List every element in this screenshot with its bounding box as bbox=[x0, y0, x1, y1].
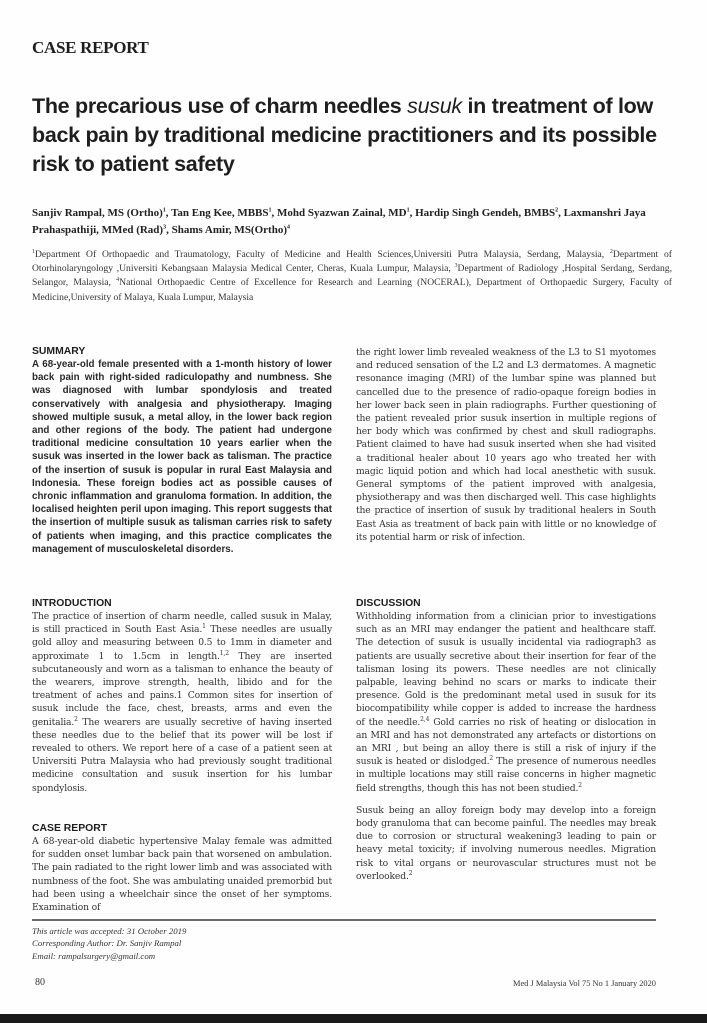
viewer-bottom-edge bbox=[0, 1014, 707, 1023]
discussion-paragraph-2: Susuk being an alloy foreign body may develop into a foreign body granuloma that can become painful. The needles may break due to corrosion or structural weakening3 leading to pain or heavy metal toxicity; if involving numerous needles. Migration risk to vital organs or neurovascular structures must not be overlooked.$^2$ bbox=[356, 804, 656, 882]
title-italic-term: susuk bbox=[407, 94, 462, 118]
author: Mohd Syazwan Zainal, $MD^1$ bbox=[277, 207, 410, 219]
discussion-paragraph-1: Withholding information from a clinician prior to investigations such as an MRI may endanger the patient and healthcare staff. The detection of susuk is usually incidental via radiograph3 as patients are usually secretive about their insertion for fear of the talisman losing its powers. These needles are not clinically palpable, leaving behind no scars or marks to indicate their presence. Gold is the predominant metal used in susuk for its biocompatibility while copper is added to increase the hardness of the needle.$^{2,4}$ Gold carries no risk of heating or dislocation in an MRI and has not demonstrated any artefacts or distortions on an MRI , but being an alloy there is still a risk of injury if the susuk is heated or dislodged.$^2$ The presence of numerous needles in multiple locations may still raise concerns in higher magnetic field strengths, though this has not been studied.$^2$ bbox=[356, 611, 656, 794]
affiliation: Department Of Orthopaedic and Traumatology, Faculty of Medicine and Health Sciences,Universiti Putra Malaysia, Serdang, Malaysia, bbox=[35, 249, 610, 260]
case-report-continuation bbox=[356, 346, 656, 544]
affiliation: Department of Otorhinolaryngology ,Universiti Kebangsaan Malaysia Medical Center, Cheras, Kuala Lumpur, Malaysia, bbox=[32, 249, 672, 275]
accepted-date: This article was accepted: 31 October 2019 bbox=[32, 926, 187, 936]
journal-reference: Med J Malaysia Vol 75 No 1 January 2020 bbox=[513, 979, 656, 988]
title-text: in treatment of low back pain by traditional medicine practitioners and its possible risk to patient safety bbox=[32, 94, 657, 176]
article-footnotes bbox=[32, 925, 432, 962]
introduction-text: The practice of insertion of charm needle, called susuk in Malay, is still practiced in South East Asia.$^1$ These needles are usually gold alloy and measuring between 0.5 to 1mm in diameter and approximate 1 to 1.5cm in length.$^{1,2}$ They are inserted subcutaneously and worn as a talisman to enhance the beauty of the wearers, improve strength, health, libido and for the treatment of aches and pains.1 Common sites for insertion of susuk include the face, chest, breasts, arms and even the genitalia.$^2$ The wearers are usually secretive of having inserted these needles due to the belief that its power will be lost if revealed to others. We report here of a case of a patient seen at Universiti Putra Malaysia who had previously sought traditional medicine consultation and susuk insertion for his lumbar spondylosis. bbox=[32, 611, 333, 794]
summary-text: A 68-year-old female presented with a 1-month history of lower back pain with right-sided radiculopathy and numbness. She was diagnosed with lumbar spondylosis and treated conservatively with analgesia and physiotherapy. Imaging showed multiple susuk, a metal alloy, in the lower back region and other regions of the body. The patient had undergone traditional medicine consultation 10 years earlier when the susuk was inserted in the lower back as talisman. The practice of the insertion of susuk is popular in rural East Malaysia and Indonesia. These foreign bodies act as possible causes of chronic inflammation and granuloma formation. In addition, the localised heighten peril upon imaging. This report suggests that the insertion of multiple susuk as talisman carries risk to safety of patients when imaging, and this practice complicates the management of musculoskeletal disorders. bbox=[32, 359, 332, 555]
case-report-text: A 68-year-old diabetic hypertensive Malay female was admitted for sudden onset lumbar back pain that worsened on ambulation. The pain radiated to the right lower limb and was associated with numbness of the foot. She was ambulating unaided premorbid but had been using a wheelchair since the onset of her symptoms. Examination of bbox=[32, 836, 332, 914]
summary-section bbox=[32, 345, 332, 556]
author-email[interactable]: Email: rampalsurgery@gmail.com bbox=[32, 950, 156, 961]
author: Laxmanshri Jaya Prahaspathiji, MMed (Rad)$^3$ bbox=[32, 207, 646, 236]
discussion-section bbox=[356, 597, 656, 883]
summary-heading: SUMMARY bbox=[32, 346, 86, 357]
author: Tan Eng Kee, MBBS$^1$ bbox=[171, 207, 272, 219]
section-label: CASE REPORT bbox=[32, 38, 149, 57]
author: Shams Amir, MS(Ortho)$^4$ bbox=[171, 224, 290, 236]
corresponding-author: Corresponding Author: Dr. Sanjiv Rampal bbox=[32, 938, 182, 949]
introduction-heading: INTRODUCTION bbox=[32, 598, 112, 609]
footer-divider bbox=[32, 919, 656, 921]
case-report-section bbox=[32, 822, 332, 914]
introduction-section bbox=[32, 597, 332, 795]
affiliations: $^1$Department Of Orthopaedic and Traumatology, Faculty of Medicine and Health Sciences,Universiti Putra Malaysia, Serdang, Malaysia, $^2$Department of Otorhinolaryngology ,Universiti Kebangsaan Malaysia Medical Center, Cheras, Kuala Lumpur, Malaysia, $^3$Department of Radiology ,Hospital Serdang, Serdang, Selangor, Malaysia, $^4$National Orthopaedic Centre of Excellence for Research and Learning (NOCERAL), Department of Orthopaedic Surgery, Faculty of Medicine,University of Malaya, Kuala Lumpur, Malaysia bbox=[32, 248, 672, 303]
affiliation: Department of Radiology ,Hospital Serdang, Serdang, Selangor, Malaysia, bbox=[32, 263, 672, 289]
title-text: The precarious use of charm needles bbox=[32, 94, 408, 118]
article-title bbox=[32, 92, 672, 179]
affiliation: National Orthopaedic Centre of Excellence for Research and Learning (NOCERAL), Department of Orthopaedic Surgery, Faculty of Medicine,University of Malaya, Kuala Lumpur, Malaysia bbox=[32, 277, 672, 303]
discussion-heading: DISCUSSION bbox=[356, 598, 421, 609]
author-list: Sanjiv Rampal, MS (Ortho)$^1$, Tan Eng Kee, MBBS$^1$, Mohd Syazwan Zainal, $MD^1$, Hardip Singh Gendeh, BMBS$^2$, Laxmanshri Jaya Prahaspathiji, MMed (Rad)$^3$, Shams Amir, MS(Ortho)$^4$ bbox=[32, 207, 646, 236]
page-number: 80 bbox=[35, 977, 45, 988]
case-report-continued-text: the right lower limb revealed weakness of the L3 to S1 myotomes and reduced sensation of the L2 and L3 dermatomes. A magnetic resonance imaging (MRI) of the lumbar spine was planned but cancelled due to the presence of radio-opaque foreign bodies in her lower back seen in plain radiographs. Further questioning of the patient revealed prior susuk insertion in multiple regions of her body which was confirmed by chest and skull radiographs. Patient claimed to have had susuk inserted when she had visited a traditional healer about 10 years ago who treated her with magic liquid potion and which had local anesthetic with susuk. General symptoms of the patient improved with analgesia, physiotherapy and was then discharged well. This case highlights the practice of insertion of susuk by traditional healers in South East Asia as treatment of back pain with little or no knowledge of its potential harm or risk of infection. bbox=[356, 347, 656, 543]
author: Hardip Singh Gendeh, BMBS$^2$ bbox=[415, 207, 559, 219]
author: Sanjiv Rampal, MS (Ortho)$^1$ bbox=[32, 207, 166, 219]
case-report-heading: CASE REPORT bbox=[32, 823, 108, 834]
